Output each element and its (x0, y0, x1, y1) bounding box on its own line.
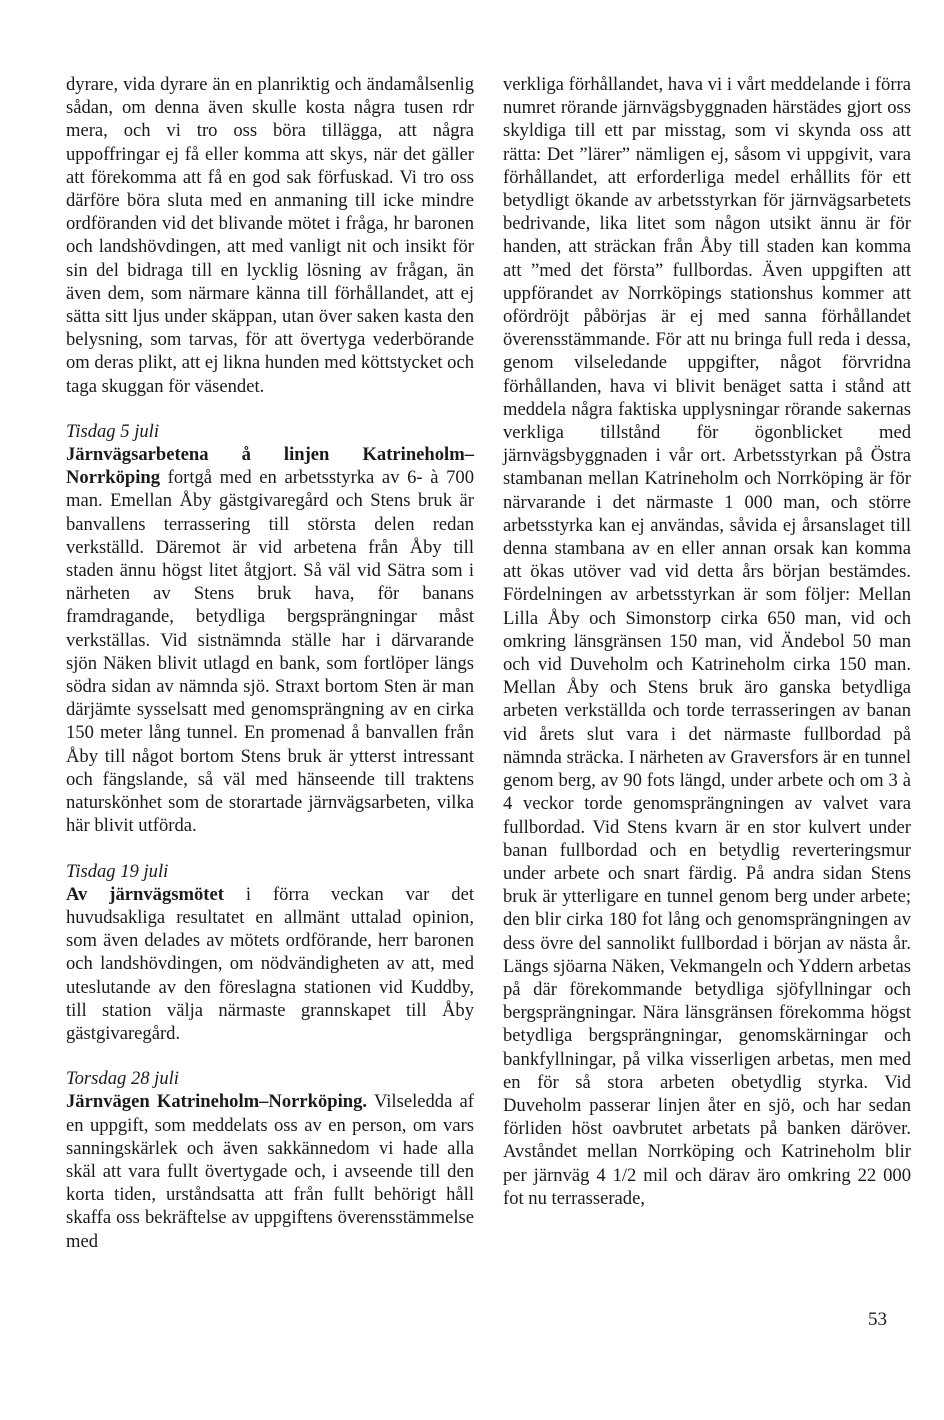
right-column-text: verkliga förhållandet, hava vi i vårt meddelande i förra numret rörande järnvägsbyggnaden härstädes gjort oss skyldiga till ett par misstag, som vi skynda oss att rätta: Det ”lärer” nämligen ej, såsom vi uppgivit, vara förhållandet, att erforderliga medel erhållits för ett betydligt ökande av arbetsstyrkan för järnvägsarbetets bedrivande, lika litet som någon utsikt ännu är för handen, att sträckan från Åby till staden kan komma att ”med det första” fullbordas. Även uppgiften att uppförandet av Norrköpings stationshus kommer att ofördröjt påbörjas är ej med sanna förhållandet överensstämmande. För att nu bringa full reda i dessa, genom vilseledande uppgifter, något förvridna förhållanden, hava vi blivit benäget satta i stånd att meddela några faktiska upplysningar rörande sakernas verkliga tillstånd för ögonblicket med järnvägsbyggnaden i vår ort. Arbetsstyrkan på Östra stambanan mellan Katrineholm och Norrköping är för närvarande i det närmaste 1 000 man, och större arbetsstyrka kan ej användas, såvida ej årsanslaget till denna stambana av en eller annan orsak kan komma att ökas utöver vad vid detta års början bestämdes. Fördelningen av arbetsstyrkan är som följer: Mellan Lilla Åby och Simonstorp cirka 650 man, vid och omkring länsgränsen 150 man, vid Ändebol 50 man och vid Duveholm och Katrineholm cirka 150 man. Mellan Åby och Stens bruk äro ganska betydliga arbeten verkställda och torde terrasseringen av banan vid årets slut vara i det närmaste fullbordad på nämnda sträcka. I närheten av Graversfors är en tunnel genom berg, av 90 fots längd, under arbete och om 3 à 4 veckor torde genomsprängningen av valvet vara fullbordad. Vid Stens kvarn är en stor kulvert under banan fullbordad och en betydlig reverteringsmur under arbete och snart färdig. På andra sidan Stens bruk är ytterligare en tunnel genom berg under arbete; den blir cirka 180 fot lång och genomsprängningen av dess övre del sannolikt fullbordad i början av nästa år. Längs sjöarna Näken, Vekmangeln och Yddern arbetas på där förekommande betydliga sjöfyllningar och bergsprängningar. Nära länsgränsen förekomma högst betydliga bergsprängningar, genomskärningar och bankfyllningar, på vilka visserligen arbetas, men med en för så stora arbeten obetydlig styrka. Vid Duveholm passerar linjen åter en sjö, och har sedan förliden höst oavbrutet arbetats på banken däröver. Avståndet mellan Norrköping och Katrineholm blir per järnväg 4 1/2 mil och därav äro omkring 22 000 fot nu terrasserade, (503, 74, 911, 1209)
entry1-body: fortgå med en arbetsstyrka av 6- à 700 man. Emellan Åby gästgivaregård och Stens bruk är banvallens terrassering till största delen redan verkställd. Däremot är vid arbetena från Åby till staden ännu högst litet åtgjort. Så väl vid Sätra som i närheten av Stens bruk hava, för banans framdragande, betydliga bergsprängningar måst verkställas. Vid sistnämnda ställe har i därvarande sjön Näken blivit utlagd en bank, som fortlöper längs södra sidan av nämnda sjö. Straxt bortom Sten är man därjämte sysselsatt med genomsprängning av en cirka 150 meter lång tunnel. En promenad å banvallen från Åby till något bortom Stens bruk är ytterst intressant och fängslande, så väl med hänseende till traktens naturskönhet som de storartade järnvägsarbeten, vilka här blivit utförda. (66, 467, 474, 837)
entry2-date: Tisdag 19 juli (66, 860, 169, 882)
entry3-heading: Järnvägen Katrineholm–Norrköping. (66, 1091, 368, 1113)
entry2-heading: Av järnvägsmötet (66, 883, 224, 905)
entry2-paragraph (66, 883, 474, 1045)
entry1-date: Tisdag 5 juli (66, 420, 159, 442)
intro-paragraph: dyrare, vida dyrare än en planriktig och ändamålsenlig sådan, om denna även skulle kosta några tusen rdr mera, och vi tro oss böra tillägga, att några uppoffringar ej få eller komma att skys, när det gäller att förekomma att få en god sak förfuskad. Vi tro oss därföre böra sluta med en anmaning till icke mindre ordföranden vid det blivande mötet i fråga, hr baronen och landshövdingen, att med vanligt nit och insikt för sin del bidraga till en lycklig lösning av frågan, än även dem, som närmare känna till förhållandet, att ej sätta sitt ljus under skäppan, utan över saken kasta den belysning, som tarvas, för att övertyga vederbörande om deras plikt, att ej likna hunden med köttstycket och taga skuggan för väsendet. (66, 74, 474, 397)
entry3-body: Vilseledda af en uppgift, som meddelats oss av en person, om vars sanningskärlek och även sakkännedom vi hade alla skäl att vara fullt övertygade och, i avseende till den korta tiden, urståndsatta att från fullt behörigt håll skaffa oss bekräftelse av uppgiftens överensstämmelse med (66, 1091, 474, 1252)
page-number: 53 (868, 1309, 887, 1330)
right-column (503, 73, 911, 1210)
entry3-date: Torsdag 28 juli (66, 1068, 179, 1090)
entry1-paragraph (66, 443, 474, 837)
entry1-heading: Järnvägsarbetena å linjen Katrineholm–Norrköping (66, 444, 474, 489)
entry3-paragraph (66, 1090, 474, 1252)
entry2-body: i förra veckan var det huvudsakliga resultatet en allmänt uttalad opinion, som även delades av mötets ordförande, herr baronen och landshövdingen, om nödvändigheten av att, med uteslutande av den föreslagna stationen vid Kuddby, till station välja närmaste grannskapet till Åby gästgivaregård. (66, 883, 475, 1044)
left-column (66, 73, 474, 1253)
